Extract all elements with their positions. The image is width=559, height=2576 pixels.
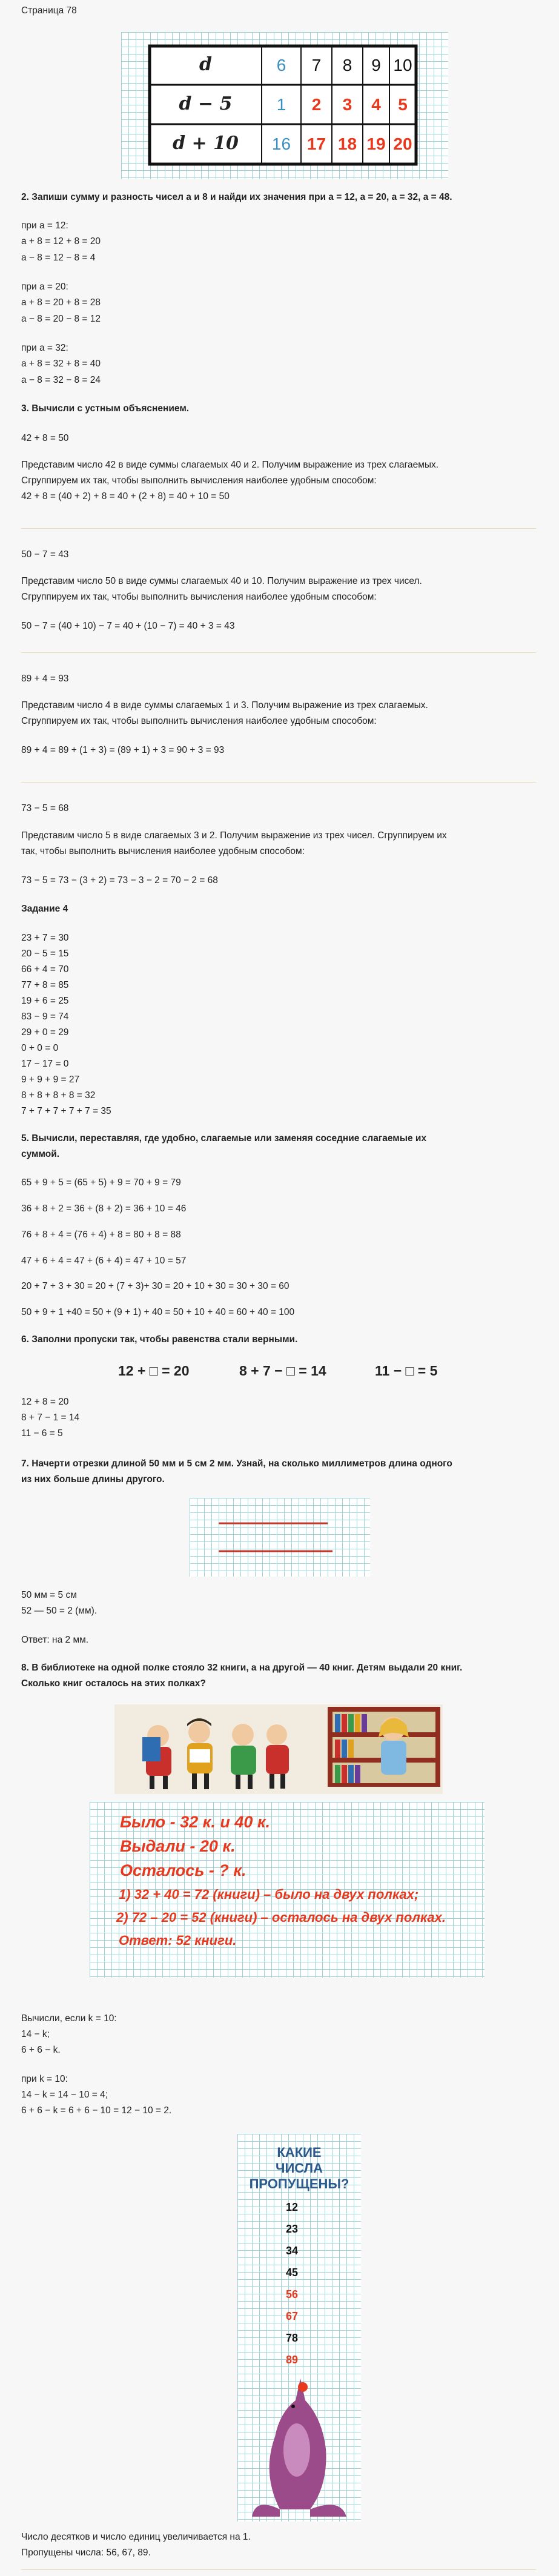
text-line: Число десятков и число единиц увеличивается на 1. [21, 2532, 251, 2542]
poster-title-line: ПРОПУЩЕНЫ? [249, 2176, 349, 2191]
poster-title-line: КАКИЕ [277, 2145, 322, 2160]
text-line: 65 + 9 + 5 = (65 + 5) + 9 = 70 + 9 = 79 [21, 1177, 181, 1188]
divider [21, 782, 536, 783]
text-line: 23 + 7 = 30 [21, 933, 69, 943]
row-head-d: d [199, 54, 212, 75]
text-line: Представим число 4 в виде суммы слагаемых 1 и 3. Получим выражение из трех слагаемых. [21, 700, 428, 710]
text-line: 47 + 6 + 4 = 47 + (6 + 4) = 47 + 10 = 57 [21, 1256, 187, 1266]
cell: 5 [398, 95, 408, 114]
text-line: 17 − 17 = 0 [21, 1059, 69, 1069]
cell: 18 [337, 134, 357, 153]
task5-heading: 5. Вычисли, переставляя, где удобно, слагаемые или заменяя соседние слагаемые их [21, 1133, 427, 1144]
poster-number: 56 [286, 2288, 299, 2300]
divider [21, 652, 536, 653]
text-line: 9 + 9 + 9 = 27 [21, 1074, 80, 1085]
table-headers [150, 46, 262, 164]
text-line: 83 − 9 = 74 [21, 1012, 69, 1022]
divider [21, 2569, 536, 2570]
text-line: 50 мм = 5 см [21, 1590, 77, 1600]
text-line: a + 8 = 12 + 8 = 20 [21, 236, 101, 247]
text-line: 6 + 6 − k. [21, 2045, 61, 2055]
text-line: 20 − 5 = 15 [21, 949, 69, 959]
table-illustration [121, 32, 448, 179]
calc: 42 + 8 = (40 + 2) + 8 = 40 + (2 + 8) = 40 + 10 = 50 [21, 491, 230, 502]
task6-heading: 6. Заполни пропуски так, чтобы равенства стали верными. [21, 1334, 298, 1345]
text-line: Представим число 50 в виде суммы слагаемых 40 и 10. Получим выражение из трех чисел. [21, 576, 422, 586]
task3-heading: 3. Вычисли с устным объяснением. [21, 403, 190, 414]
cell: 6 [276, 56, 286, 74]
text-line: a + 8 = 20 + 8 = 28 [21, 297, 101, 308]
note-line: 2) 72 – 20 = 52 (книги) – осталось на двух полках. [116, 1910, 446, 1925]
text-line: a + 8 = 32 + 8 = 40 [21, 359, 101, 369]
task4-heading: Задание 4 [21, 904, 68, 914]
divider [21, 528, 536, 529]
text-line: 12 + 8 = 20 [21, 1397, 69, 1407]
page-title: Страница 78 [21, 5, 77, 16]
text-line: 52 — 50 = 2 (мм). [21, 1606, 98, 1616]
text-line: 7 + 7 + 7 + 7 + 7 = 35 [21, 1106, 111, 1116]
calc: 50 − 7 = (40 + 10) − 7 = 40 + (10 − 7) = 40 + 3 = 43 [21, 621, 235, 631]
text-line: Сгруппируем их так, чтобы выполнить вычисления наиболее удобным способом: [21, 716, 377, 726]
expr: 42 + 8 = 50 [21, 433, 69, 443]
calc: 89 + 4 = 89 + (1 + 3) = (89 + 1) + 3 = 90 + 3 = 93 [21, 745, 225, 755]
text-line: 20 + 7 + 3 + 30 = 20 + (7 + 3)+ 30 = 20 + 10 + 30 = 30 + 30 = 60 [21, 1281, 289, 1291]
cell: 16 [271, 134, 291, 153]
text-line: при a = 12: [21, 220, 68, 231]
note-line: Осталось - ? к. [120, 1861, 246, 1879]
cell: 7 [311, 56, 322, 74]
text-line: при k = 10: [21, 2074, 68, 2084]
text-line: при a = 20: [21, 282, 68, 292]
cell: 19 [366, 134, 386, 153]
solution-note [90, 1802, 485, 1978]
note-line: 1) 32 + 40 = 72 (книги) – было на двух полках; [119, 1887, 419, 1902]
cell: 3 [342, 95, 352, 114]
text-line: Представим число 5 в виде слагаемых 3 и 2. Получим выражение из трех чисел. Сгруппируем их [21, 830, 447, 841]
row-head-d-minus-5: d − 5 [179, 93, 233, 114]
task2-heading: 2. Запиши сумму и разность чисел a и 8 и найди их значения при a = 12, a = 20, a = 32, a = 48. [21, 192, 452, 202]
text-line: 8 + 8 + 8 + 8 = 32 [21, 1090, 96, 1101]
task8-heading-cont: Сколько книг осталось на этих полках? [21, 1678, 206, 1689]
text-line: 36 + 8 + 2 = 36 + (8 + 2) = 36 + 10 = 46 [21, 1204, 187, 1214]
note-line: Выдали - 20 к. [120, 1837, 236, 1855]
text-line: 8 + 7 − 1 = 14 [21, 1412, 80, 1423]
cell: 2 [311, 95, 322, 114]
text-line: 19 + 6 = 25 [21, 996, 69, 1006]
cell: 9 [371, 56, 381, 74]
cell: 20 [393, 134, 412, 153]
text-line: 6 + 6 − k = 6 + 6 − 10 = 12 − 10 = 2. [21, 2105, 172, 2116]
expr: 73 − 5 = 68 [21, 803, 69, 813]
cell: 1 [276, 95, 286, 114]
missing-numbers-poster [237, 2134, 361, 2521]
segments-illustration [190, 1498, 370, 1577]
equation-image: 11 − □ = 5 [375, 1363, 438, 1379]
equation-image: 8 + 7 − □ = 14 [239, 1363, 326, 1379]
text-line: 77 + 8 = 85 [21, 980, 69, 990]
expr: 50 − 7 = 43 [21, 549, 69, 560]
text-line: a − 8 = 32 − 8 = 24 [21, 375, 101, 385]
task5-heading-cont: суммой. [21, 1149, 60, 1159]
poster-number: 89 [286, 2354, 299, 2366]
note-line: Ответ: 52 книги. [119, 1933, 237, 1948]
calc: 73 − 5 = 73 − (3 + 2) = 73 − 3 − 2 = 70 − 2 = 68 [21, 875, 218, 886]
text-line: 14 − k = 14 − 10 = 4; [21, 2090, 108, 2100]
task7-heading-cont: из них больше длины другого. [21, 1474, 165, 1485]
text-line: 66 + 4 = 70 [21, 964, 69, 975]
row-head-d-plus-10: d + 10 [173, 133, 239, 154]
text-line: a − 8 = 20 − 8 = 12 [21, 314, 101, 324]
text-line: a − 8 = 12 − 8 = 4 [21, 253, 96, 263]
note-line: Было - 32 к. и 40 к. [120, 1813, 271, 1831]
answer: Ответ: на 2 мм. [21, 1635, 89, 1645]
text-line: Вычисли, если k = 10: [21, 2013, 117, 2024]
poster-number: 12 [286, 2201, 299, 2213]
text-line: Представим число 42 в виде суммы слагаемых 40 и 2. Получим выражение из трех слагаемых. [21, 460, 439, 470]
cell: 4 [371, 95, 381, 114]
poster-number: 67 [286, 2310, 299, 2322]
text-line: Пропущены числа: 56, 67, 89. [21, 2548, 151, 2558]
cell: 8 [342, 56, 352, 74]
text-line: при a = 32: [21, 343, 68, 353]
poster-number: 45 [286, 2266, 299, 2279]
text-line: 0 + 0 = 0 [21, 1043, 59, 1053]
equation-image: 12 + □ = 20 [118, 1363, 190, 1379]
seal-illustration [237, 2134, 361, 2521]
library-illustration [114, 1704, 443, 1794]
cell: 17 [306, 134, 326, 153]
text-line: 14 − k; [21, 2029, 50, 2039]
text-line: 76 + 8 + 4 = (76 + 4) + 8 = 80 + 8 = 88 [21, 1230, 181, 1240]
text-line: так, чтобы выполнить вычисления наиболее удобным способом: [21, 846, 305, 856]
poster-title-line: ЧИСЛА [276, 2160, 323, 2176]
task8-heading: 8. В библиотеке на одной полке стояло 32 книги, а на другой — 40 книг. Детям выдали 20 книг. [21, 1663, 463, 1673]
text-line: 50 + 9 + 1 +40 = 50 + (9 + 1) + 40 = 50 + 10 + 40 = 60 + 40 = 100 [21, 1307, 295, 1317]
cell: 10 [393, 56, 412, 74]
poster-number: 78 [286, 2332, 299, 2344]
task7-heading: 7. Начерти отрезки длиной 50 мм и 5 см 2 мм. Узнай, на сколько миллиметров длина одного [21, 1459, 452, 1469]
text-line: 11 − 6 = 5 [21, 1428, 63, 1439]
poster-number: 23 [286, 2223, 299, 2235]
text-line: 29 + 0 = 29 [21, 1027, 69, 1038]
text-line: Сгруппируем их так, чтобы выполнить вычисления наиболее удобным способом: [21, 592, 377, 602]
poster-number: 34 [286, 2245, 299, 2257]
text-line: Сгруппируем их так, чтобы выполнить вычисления наиболее удобным способом: [21, 475, 377, 486]
expr: 89 + 4 = 93 [21, 674, 69, 684]
